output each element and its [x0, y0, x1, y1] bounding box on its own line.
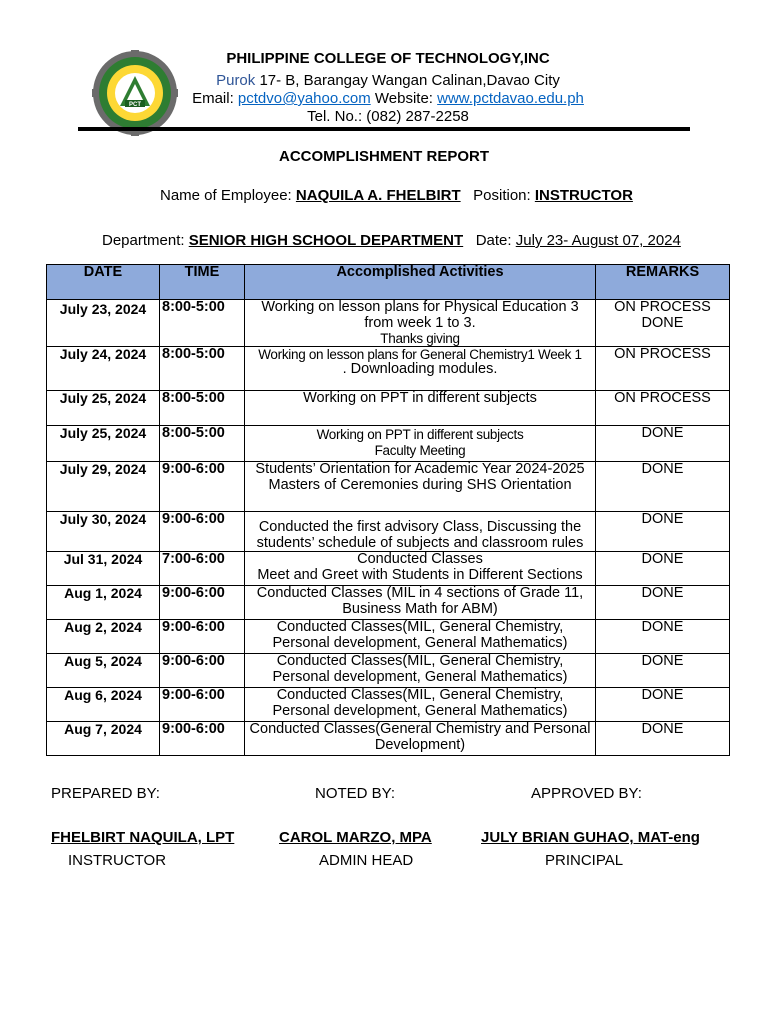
telephone: Tel. No.: (082) 287-2258 — [307, 108, 469, 125]
row-date: Aug 5, 2024 — [47, 654, 160, 688]
row-date: Aug 7, 2024 — [47, 722, 160, 756]
row-time: 8:00-5:00 — [160, 347, 245, 391]
row-date: July 30, 2024 — [47, 512, 160, 552]
row-date: Aug 6, 2024 — [47, 688, 160, 722]
row-date: July 29, 2024 — [47, 462, 160, 512]
header-activities: Accomplished Activities — [245, 265, 596, 300]
activity-text: Masters of Ceremonies during SHS Orientation — [268, 476, 572, 493]
activity-text: Conducted the first advisory Class, Discussing the students’ schedule of subjects and classroom rules — [256, 519, 584, 551]
row-date: July 25, 2024 — [47, 391, 160, 426]
approved-by-name: JULY BRIAN GUHAO, MAT-eng — [481, 829, 700, 846]
row-time: 9:00-6:00 — [160, 462, 245, 512]
approved-by-title: PRINCIPAL — [545, 852, 624, 869]
table-row — [47, 722, 730, 756]
activity-text: Faculty Meeting — [374, 442, 466, 458]
row-time: 9:00-6:00 — [160, 688, 245, 722]
row-activities — [245, 426, 596, 462]
prepared-by-name: FHELBIRT NAQUILA, LPT — [51, 829, 235, 846]
row-remarks — [596, 512, 730, 552]
remark-text: ON PROCESS — [614, 390, 711, 406]
activity-text: Working on lesson plans for Physical Education 3 from week 1 to 3. — [261, 299, 579, 331]
table-header-row — [47, 265, 730, 300]
employee-label: Name of Employee: — [160, 187, 296, 204]
header-date: DATE — [47, 265, 160, 300]
row-remarks — [596, 722, 730, 756]
remark-text: DONE — [641, 585, 684, 601]
remark-text: ON PROCESS — [614, 346, 711, 362]
row-time: 8:00-5:00 — [160, 426, 245, 462]
table-row — [47, 586, 730, 620]
row-remarks — [596, 300, 730, 347]
table-row — [47, 347, 730, 391]
row-date: July 24, 2024 — [47, 347, 160, 391]
date-value: July 23- August 07, 2024 — [515, 232, 681, 249]
row-time: 8:00-5:00 — [160, 391, 245, 426]
noted-by-title: ADMIN HEAD — [319, 852, 414, 869]
row-remarks — [596, 462, 730, 512]
employee-line — [160, 187, 633, 204]
table-row — [47, 391, 730, 426]
activity-text: Conducted Classes (MIL in 4 sections of Grade 11, Business Math for ABM) — [256, 585, 584, 617]
remark-text: DONE — [641, 687, 684, 703]
header-divider — [78, 127, 690, 131]
prepared-by-label: PREPARED BY: — [51, 785, 160, 802]
activity-text: Thanks giving — [380, 331, 460, 346]
website-link[interactable]: www.pctdavao.edu.ph — [437, 90, 584, 107]
row-date: July 23, 2024 — [47, 300, 160, 347]
row-remarks — [596, 620, 730, 654]
activity-text: Conducted Classes — [357, 551, 483, 567]
table-row — [47, 688, 730, 722]
row-activities — [245, 722, 596, 756]
row-remarks — [596, 586, 730, 620]
department-value: SENIOR HIGH SCHOOL DEPARTMENT — [188, 232, 464, 249]
row-remarks — [596, 688, 730, 722]
header-remarks: REMARKS — [596, 265, 730, 300]
remark-text: DONE — [641, 619, 684, 635]
address-rest: 17- B, Barangay Wangan Calinan,Davao City — [255, 72, 560, 89]
remark-text: DONE — [641, 721, 684, 737]
row-activities — [245, 654, 596, 688]
row-time: 7:00-6:00 — [160, 552, 245, 586]
institution-address — [138, 72, 638, 89]
row-date: Jul 31, 2024 — [47, 552, 160, 586]
row-date: July 25, 2024 — [47, 426, 160, 462]
row-activities — [245, 688, 596, 722]
remark-text: ON PROCESS — [614, 299, 711, 315]
svg-text:PCT: PCT — [129, 102, 141, 108]
row-activities — [245, 586, 596, 620]
row-time: 9:00-6:00 — [160, 586, 245, 620]
remark-text: DONE — [641, 425, 684, 441]
row-date: Aug 1, 2024 — [47, 586, 160, 620]
activity-text: Conducted Classes(MIL, General Chemistry, Personal development, General Mathematics) — [272, 687, 568, 719]
contact-line — [138, 90, 638, 107]
row-remarks — [596, 347, 730, 391]
position-value: INSTRUCTOR — [534, 187, 633, 204]
table-row — [47, 300, 730, 347]
row-activities — [245, 620, 596, 654]
table-row — [47, 654, 730, 688]
header-time: TIME — [160, 265, 245, 300]
row-activities — [245, 391, 596, 426]
table-row — [47, 552, 730, 586]
row-activities — [245, 512, 596, 552]
remark-text: DONE — [641, 653, 684, 669]
row-time: 9:00-6:00 — [160, 654, 245, 688]
report-title: ACCOMPLISHMENT REPORT — [279, 148, 489, 165]
activity-text: Working on PPT in different subjects — [316, 427, 524, 442]
activity-text: Meet and Greet with Students in Different Sections — [257, 566, 583, 583]
prepared-by-title: INSTRUCTOR — [68, 852, 167, 869]
remark-text: DONE — [641, 551, 684, 567]
row-date: Aug 2, 2024 — [47, 620, 160, 654]
row-remarks — [596, 426, 730, 462]
email-link[interactable]: pctdvo@yahoo.com — [237, 90, 371, 107]
approved-by-label: APPROVED BY: — [531, 785, 642, 802]
department-label: Department: — [102, 232, 189, 249]
row-time: 9:00-6:00 — [160, 620, 245, 654]
table-row — [47, 426, 730, 462]
activity-text: Conducted Classes(MIL, General Chemistry, Personal development, General Mathematics) — [272, 619, 568, 651]
table-row — [47, 620, 730, 654]
row-activities — [245, 347, 596, 391]
activity-text: Conducted Classes(MIL, General Chemistry, Personal development, General Mathematics) — [272, 653, 568, 685]
accomplishment-table — [46, 264, 730, 756]
row-activities — [245, 300, 596, 347]
noted-by-label: NOTED BY: — [315, 785, 396, 802]
row-remarks — [596, 391, 730, 426]
institution-name: PHILIPPINE COLLEGE OF TECHNOLOGY,INC — [226, 50, 550, 67]
remark-text: DONE — [641, 314, 684, 331]
row-remarks — [596, 552, 730, 586]
position-label: Position: — [473, 187, 535, 204]
date-label: Date: — [475, 232, 516, 249]
activity-text: . Downloading modules. — [342, 361, 498, 377]
table-row — [47, 462, 730, 512]
address-purok: Purok — [216, 72, 256, 89]
noted-by-name: CAROL MARZO, MPA — [279, 829, 432, 846]
activity-text: Conducted Classes(General Chemistry and Personal Development) — [249, 721, 591, 753]
activity-text: Working on PPT in different subjects — [303, 390, 537, 406]
row-time: 9:00-6:00 — [160, 512, 245, 552]
row-remarks — [596, 654, 730, 688]
table-row — [47, 512, 730, 552]
website-label: Website: — [370, 90, 438, 107]
row-time: 9:00-6:00 — [160, 722, 245, 756]
activity-text: Students’ Orientation for Academic Year 2024-2025 — [255, 461, 585, 477]
employee-name: NAQUILA A. FHELBIRT — [295, 187, 461, 204]
remark-text: DONE — [641, 511, 684, 527]
email-label: Email: — [192, 90, 238, 107]
remark-text: DONE — [641, 461, 684, 477]
row-time: 8:00-5:00 — [160, 300, 245, 347]
row-activities — [245, 552, 596, 586]
activity-text: Working on lesson plans for General Chemistry1 Week 1 — [258, 347, 582, 362]
department-line — [102, 232, 681, 249]
row-activities — [245, 462, 596, 512]
